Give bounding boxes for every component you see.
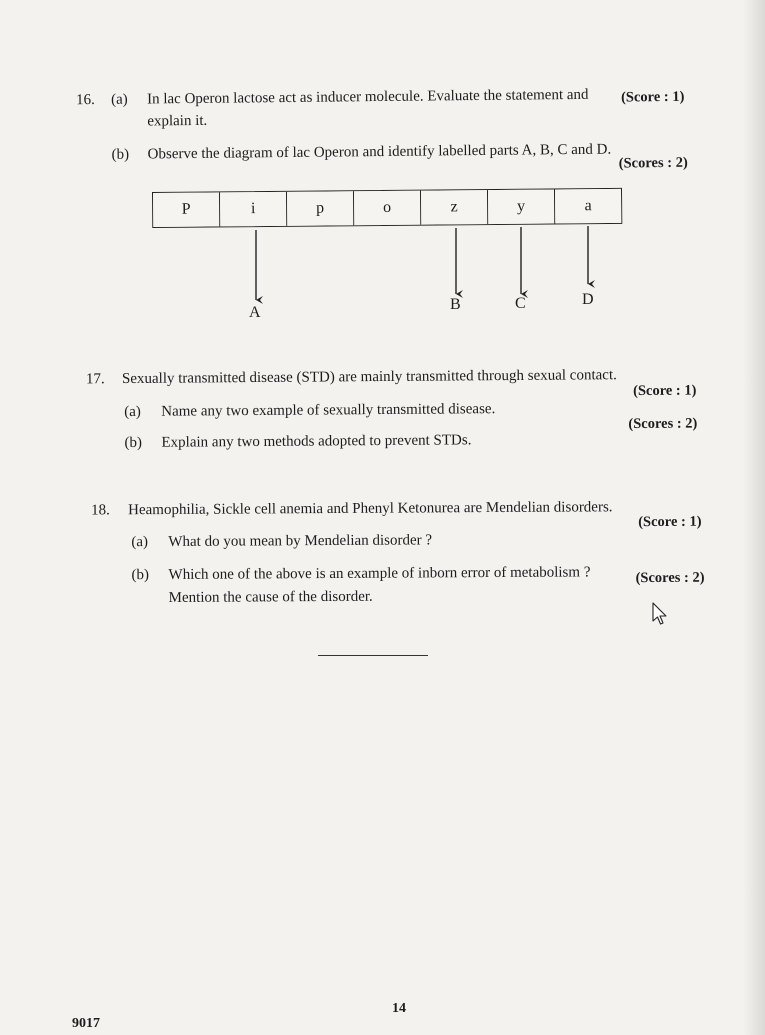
question-text: Observe the diagram of lac Operon and identify labelled parts A, B, C and D. xyxy=(147,141,612,163)
label-c: C xyxy=(515,295,526,312)
part-label: (a) xyxy=(110,91,128,108)
question-stem: Heamophilia, Sickle cell anemia and Phenyl Ketonurea are Mendelian disorders. xyxy=(128,499,613,519)
gene-box: a xyxy=(555,189,621,224)
mouse-pointer-icon xyxy=(652,602,668,626)
score-label: (Scores : 2) xyxy=(628,415,698,433)
question-text: What do you mean by Mendelian disorder ? xyxy=(168,532,433,550)
paper-code: 9017 xyxy=(72,1016,100,1031)
gene-box: z xyxy=(421,190,488,225)
gene-box: p xyxy=(287,191,354,226)
score-label: (Score : 1) xyxy=(620,88,685,106)
question-text: Explain any two methods adopted to prevent STDs. xyxy=(161,432,472,451)
question-number: 18. xyxy=(91,502,110,519)
score-label: (Score : 1) xyxy=(633,382,697,400)
part-label: (b) xyxy=(111,146,130,163)
gene-box: i xyxy=(220,192,287,227)
gene-box: y xyxy=(488,189,555,224)
score-label: (Scores : 2) xyxy=(618,154,688,172)
question-stem: Sexually transmitted disease (STD) are mainly transmitted through sexual contact. xyxy=(121,367,617,388)
label-d: D xyxy=(582,291,594,308)
score-label: (Scores : 2) xyxy=(635,569,705,587)
part-label: (b) xyxy=(124,434,143,452)
label-a: A xyxy=(249,304,261,321)
question-text: Which one of the above is an example of inborn error of metabolism ? xyxy=(168,564,591,583)
page-number: 14 xyxy=(392,1001,406,1016)
gene-box: P xyxy=(153,192,220,227)
part-label: (b) xyxy=(131,567,150,584)
label-b: B xyxy=(450,296,461,313)
question-number: 16. xyxy=(75,92,95,109)
question-text: explain it. xyxy=(147,112,208,130)
question-text: Mention the cause of the disorder. xyxy=(168,588,373,606)
question-number: 17. xyxy=(85,371,105,388)
question-text: In lac Operon lactose act as inducer molecule. Evaluate the statement and xyxy=(146,86,589,108)
question-text: Name any two example of sexually transmitted disease. xyxy=(161,401,496,420)
end-divider xyxy=(318,655,428,656)
part-label: (a) xyxy=(131,534,149,551)
part-label: (a) xyxy=(124,403,141,421)
gene-box: o xyxy=(354,191,421,226)
score-label: (Score : 1) xyxy=(638,513,702,531)
